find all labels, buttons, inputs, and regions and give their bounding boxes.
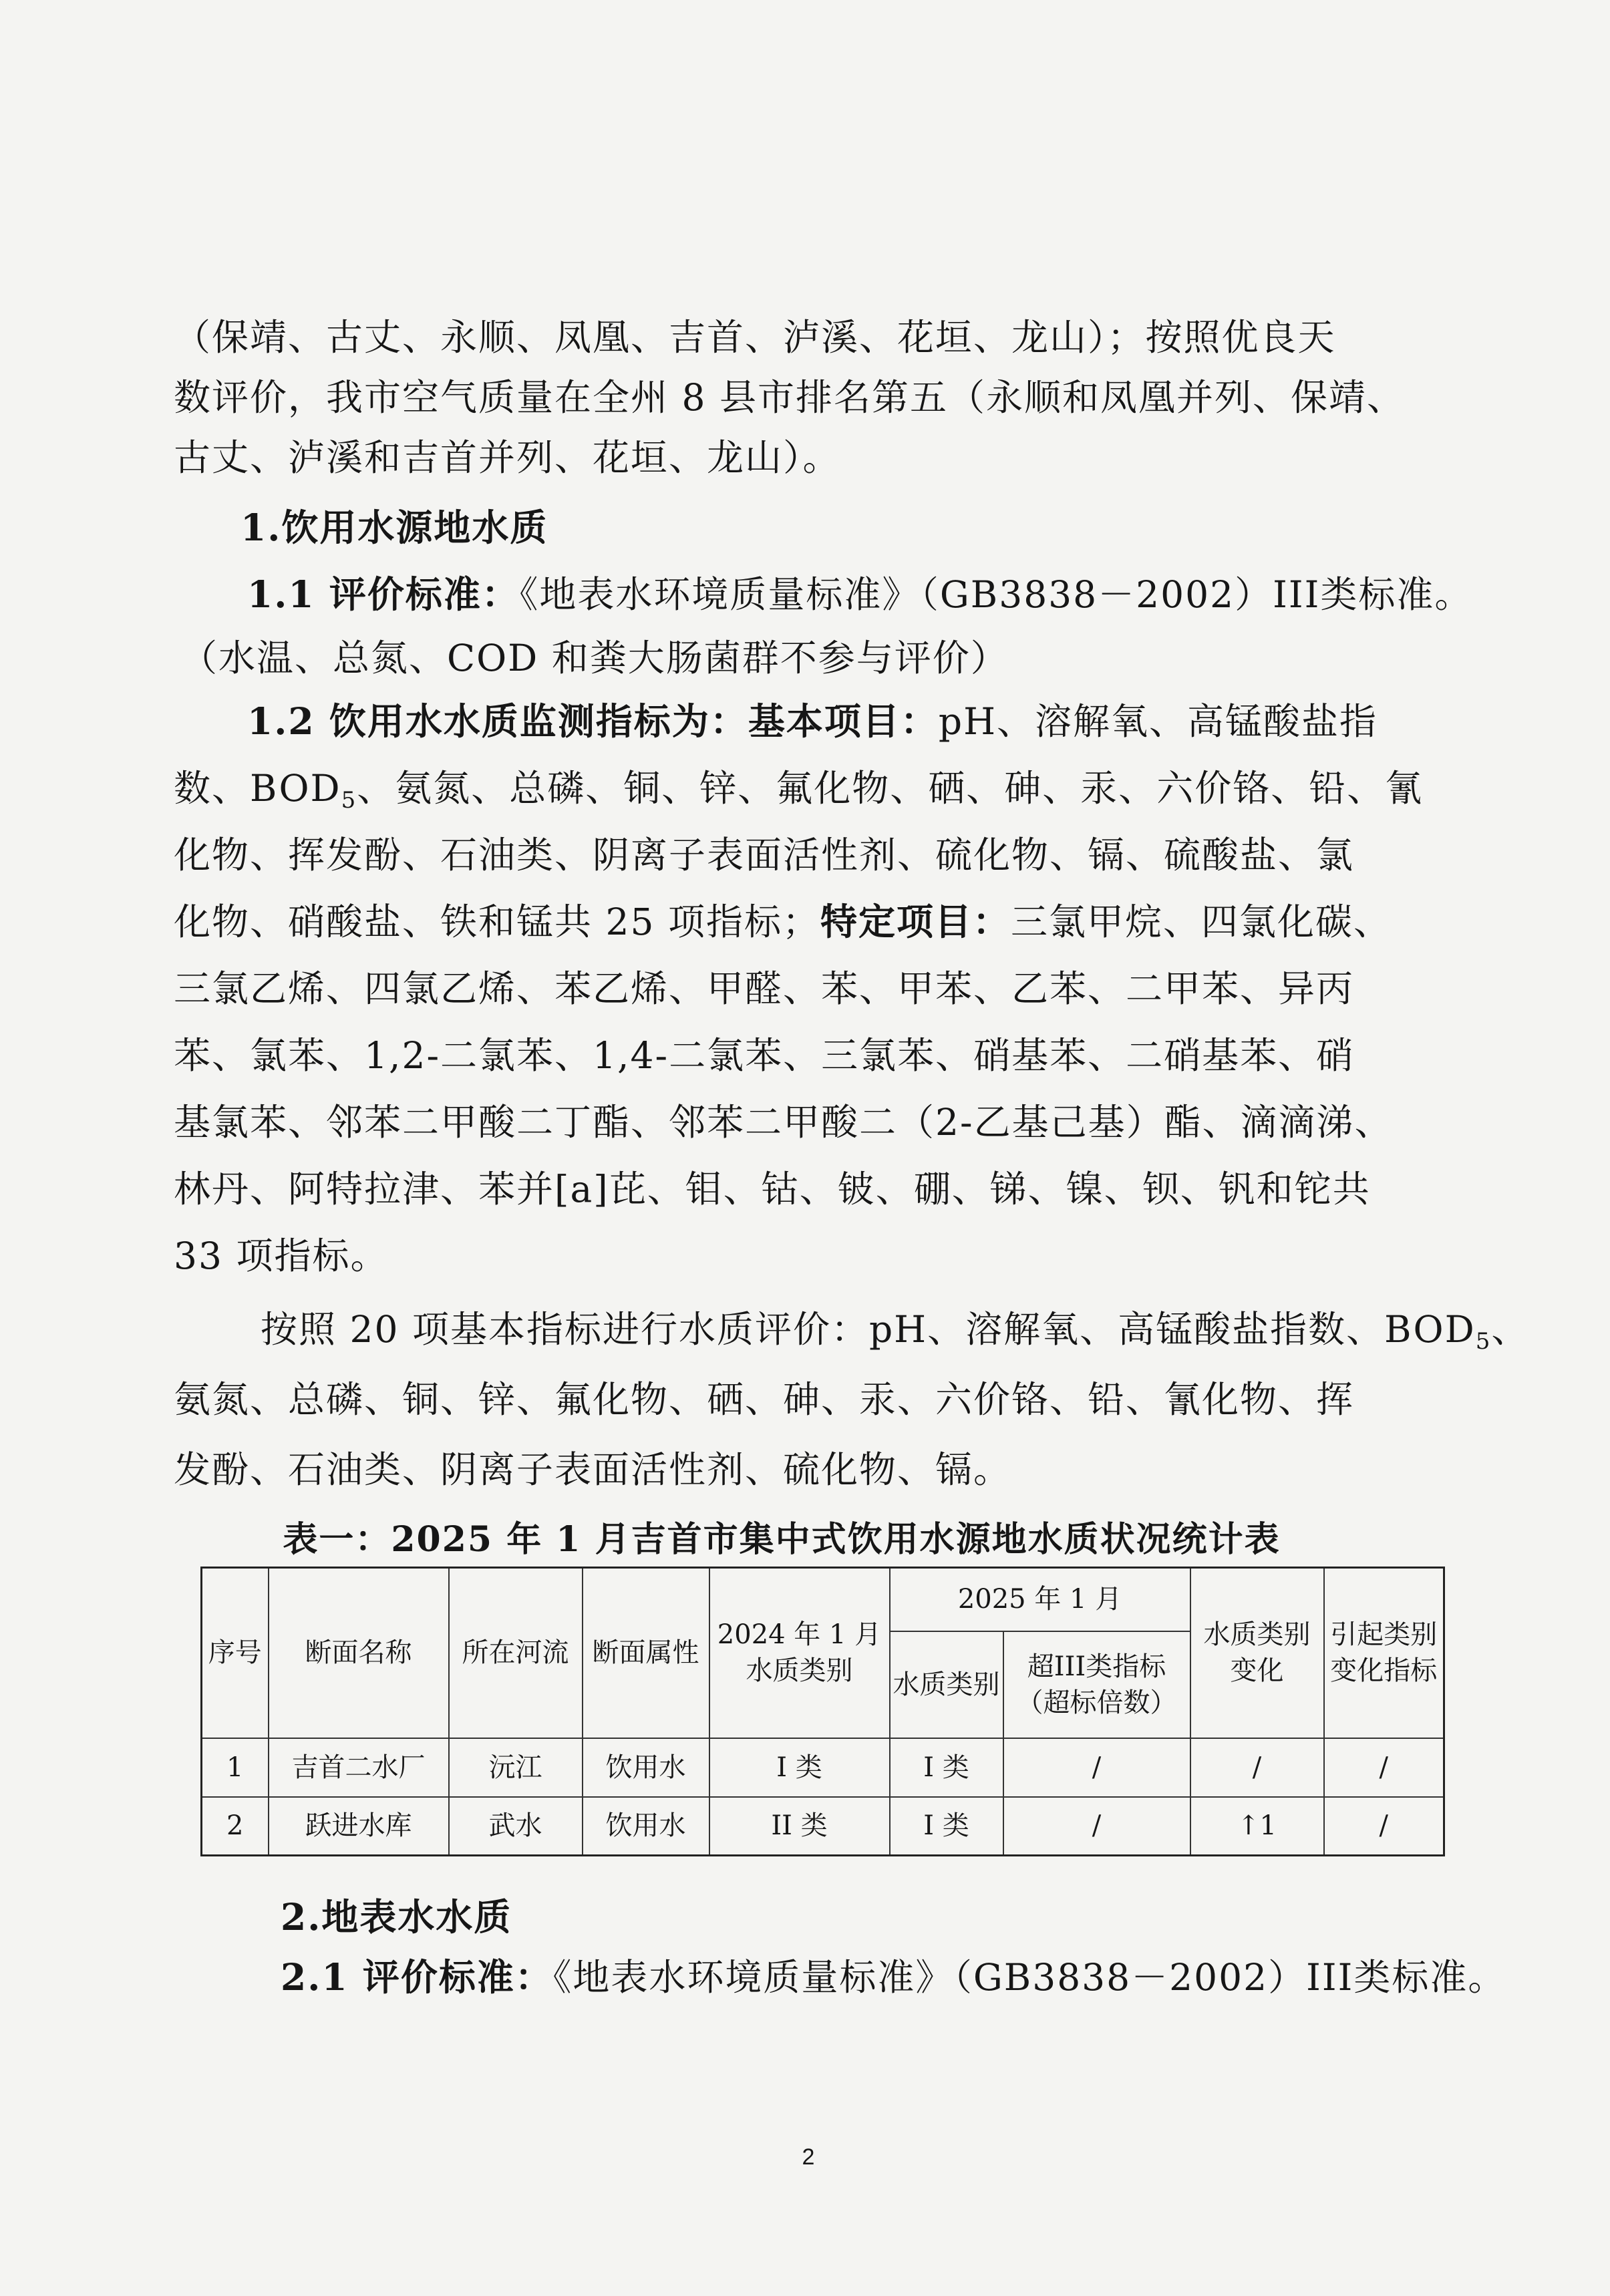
s12-text: 、氨氮、总磷、铜、锌、氟化物、硒、砷、汞、六价铬、铅、氰 <box>357 767 1424 810</box>
header-section-name: 断面名称 <box>269 1568 449 1738</box>
cell-name: 跃进水库 <box>269 1797 449 1856</box>
s12-line7: 基氯苯、邻苯二甲酸二丁酯、邻苯二甲酸二（2-乙基己基）酯、滴滴涕、 <box>174 1101 1393 1144</box>
paragraph-line: （保靖、古丈、永顺、凤凰、吉首、泸溪、花垣、龙山）；按照优良天 <box>174 316 1336 359</box>
eval-text: 、 <box>1491 1308 1530 1351</box>
s11-text: 《地表水环境质量标准》（GB3838－2002）III类标准。 <box>519 573 1473 616</box>
header-current-group: 2025 年 1 月 <box>890 1568 1190 1631</box>
s12-line2 <box>174 762 1424 815</box>
header-prev-class: 2024 年 1 月水质类别 <box>709 1568 890 1738</box>
s12-label: 1.2 饮用水水质监测指标为： <box>247 699 748 743</box>
cell-change: / <box>1190 1738 1324 1797</box>
paragraph-line: 数评价，我市空气质量在全州 8 县市排名第五（永顺和凤凰并列、保靖、 <box>174 376 1405 419</box>
cell-attribute: 饮用水 <box>583 1797 709 1856</box>
cell-index: / <box>1324 1797 1444 1856</box>
cell-prev-class: II 类 <box>709 1797 890 1856</box>
s11-label: 1.1 评价标准： <box>247 572 520 616</box>
section-heading-1: 1.饮用水源地水质 <box>240 506 548 549</box>
cell-index: / <box>1324 1738 1444 1797</box>
eval-line1 <box>261 1303 1530 1356</box>
cell-change: ↑1 <box>1190 1797 1324 1856</box>
s12-basic-label: 基本项目： <box>748 699 939 743</box>
s12-specific-label: 特定项目： <box>820 900 1011 943</box>
s12-line6: 苯、氯苯、1,2-二氯苯、1,4-二氯苯、三氯苯、硝基苯、二硝基苯、硝 <box>174 1034 1355 1077</box>
cell-current-class: I 类 <box>890 1738 1003 1797</box>
s11-note: （水温、总氮、COD 和粪大肠菌群不参与评价） <box>180 637 1009 679</box>
cell-current-class: I 类 <box>890 1797 1003 1856</box>
cell-seq: 1 <box>202 1738 269 1797</box>
eval-line2: 氨氮、总磷、铜、锌、氟化物、硒、砷、汞、六价铬、铅、氰化物、挥 <box>174 1378 1355 1421</box>
header-change-index: 引起类别变化指标 <box>1324 1568 1444 1738</box>
cell-river: 武水 <box>449 1797 583 1856</box>
header-current-class: 水质类别 <box>890 1631 1003 1738</box>
table-row <box>202 1738 1444 1797</box>
s12-line5: 三氯乙烯、四氯乙烯、苯乙烯、甲醛、苯、甲苯、乙苯、二甲苯、异丙 <box>174 967 1355 1010</box>
s12-text: 数、BOD <box>174 767 341 810</box>
eval-line3: 发酚、石油类、阴离子表面活性剂、硫化物、镉。 <box>174 1448 1012 1491</box>
page-number: 2 <box>802 2144 815 2170</box>
table-header-row <box>202 1568 1444 1631</box>
s12-text: pH、溶解氧、高锰酸盐指 <box>938 700 1378 743</box>
header-class-change: 水质类别变化 <box>1190 1568 1324 1738</box>
s12-text: 三氯甲烷、四氯化碳、 <box>1010 900 1392 943</box>
s21-line <box>281 1951 1506 2004</box>
section-heading-2: 2.地表水水质 <box>281 1895 512 1939</box>
s12-line4 <box>174 895 1396 949</box>
s12-line9: 33 项指标。 <box>174 1235 389 1277</box>
header-attribute: 断面属性 <box>583 1568 709 1738</box>
table-caption: 表一：2025 年 1 月吉首市集中式饮用水源地水质状况统计表 <box>283 1519 1281 1560</box>
cell-seq: 2 <box>202 1797 269 1856</box>
subscript: 5 <box>1475 1328 1492 1355</box>
cell-exceed: / <box>1003 1797 1190 1856</box>
s21-label: 2.1 评价标准： <box>281 1955 553 1999</box>
s12-text: 化物、硝酸盐、铁和锰共 25 项指标； <box>174 900 820 943</box>
cell-name: 吉首二水厂 <box>269 1738 449 1797</box>
cell-attribute: 饮用水 <box>583 1738 709 1797</box>
paragraph-line: 古丈、泸溪和吉首并列、花垣、龙山）。 <box>174 436 841 479</box>
s21-text: 《地表水环境质量标准》（GB3838－2002）III类标准。 <box>552 1956 1506 1999</box>
table-row <box>202 1797 1444 1856</box>
s11-line <box>247 568 1473 621</box>
eval-text: 按照 20 项基本指标进行水质评价：pH、溶解氧、高锰酸盐指数、BOD <box>261 1308 1476 1351</box>
s12-line8: 林丹、阿特拉津、苯并[a]芘、钼、钴、铍、硼、锑、镍、钡、钒和铊共 <box>174 1168 1371 1210</box>
water-quality-table <box>200 1567 1445 1856</box>
subscript: 5 <box>341 787 357 814</box>
cell-exceed: / <box>1003 1738 1190 1797</box>
s12-line1 <box>247 695 1470 748</box>
cell-river: 沅江 <box>449 1738 583 1797</box>
cell-prev-class: I 类 <box>709 1738 890 1797</box>
header-river: 所在河流 <box>449 1568 583 1738</box>
s12-line3: 化物、挥发酚、石油类、阴离子表面活性剂、硫化物、镉、硫酸盐、氯 <box>174 834 1355 876</box>
header-seq: 序号 <box>202 1568 269 1738</box>
header-exceed: 超III类指标（超标倍数） <box>1003 1631 1190 1738</box>
